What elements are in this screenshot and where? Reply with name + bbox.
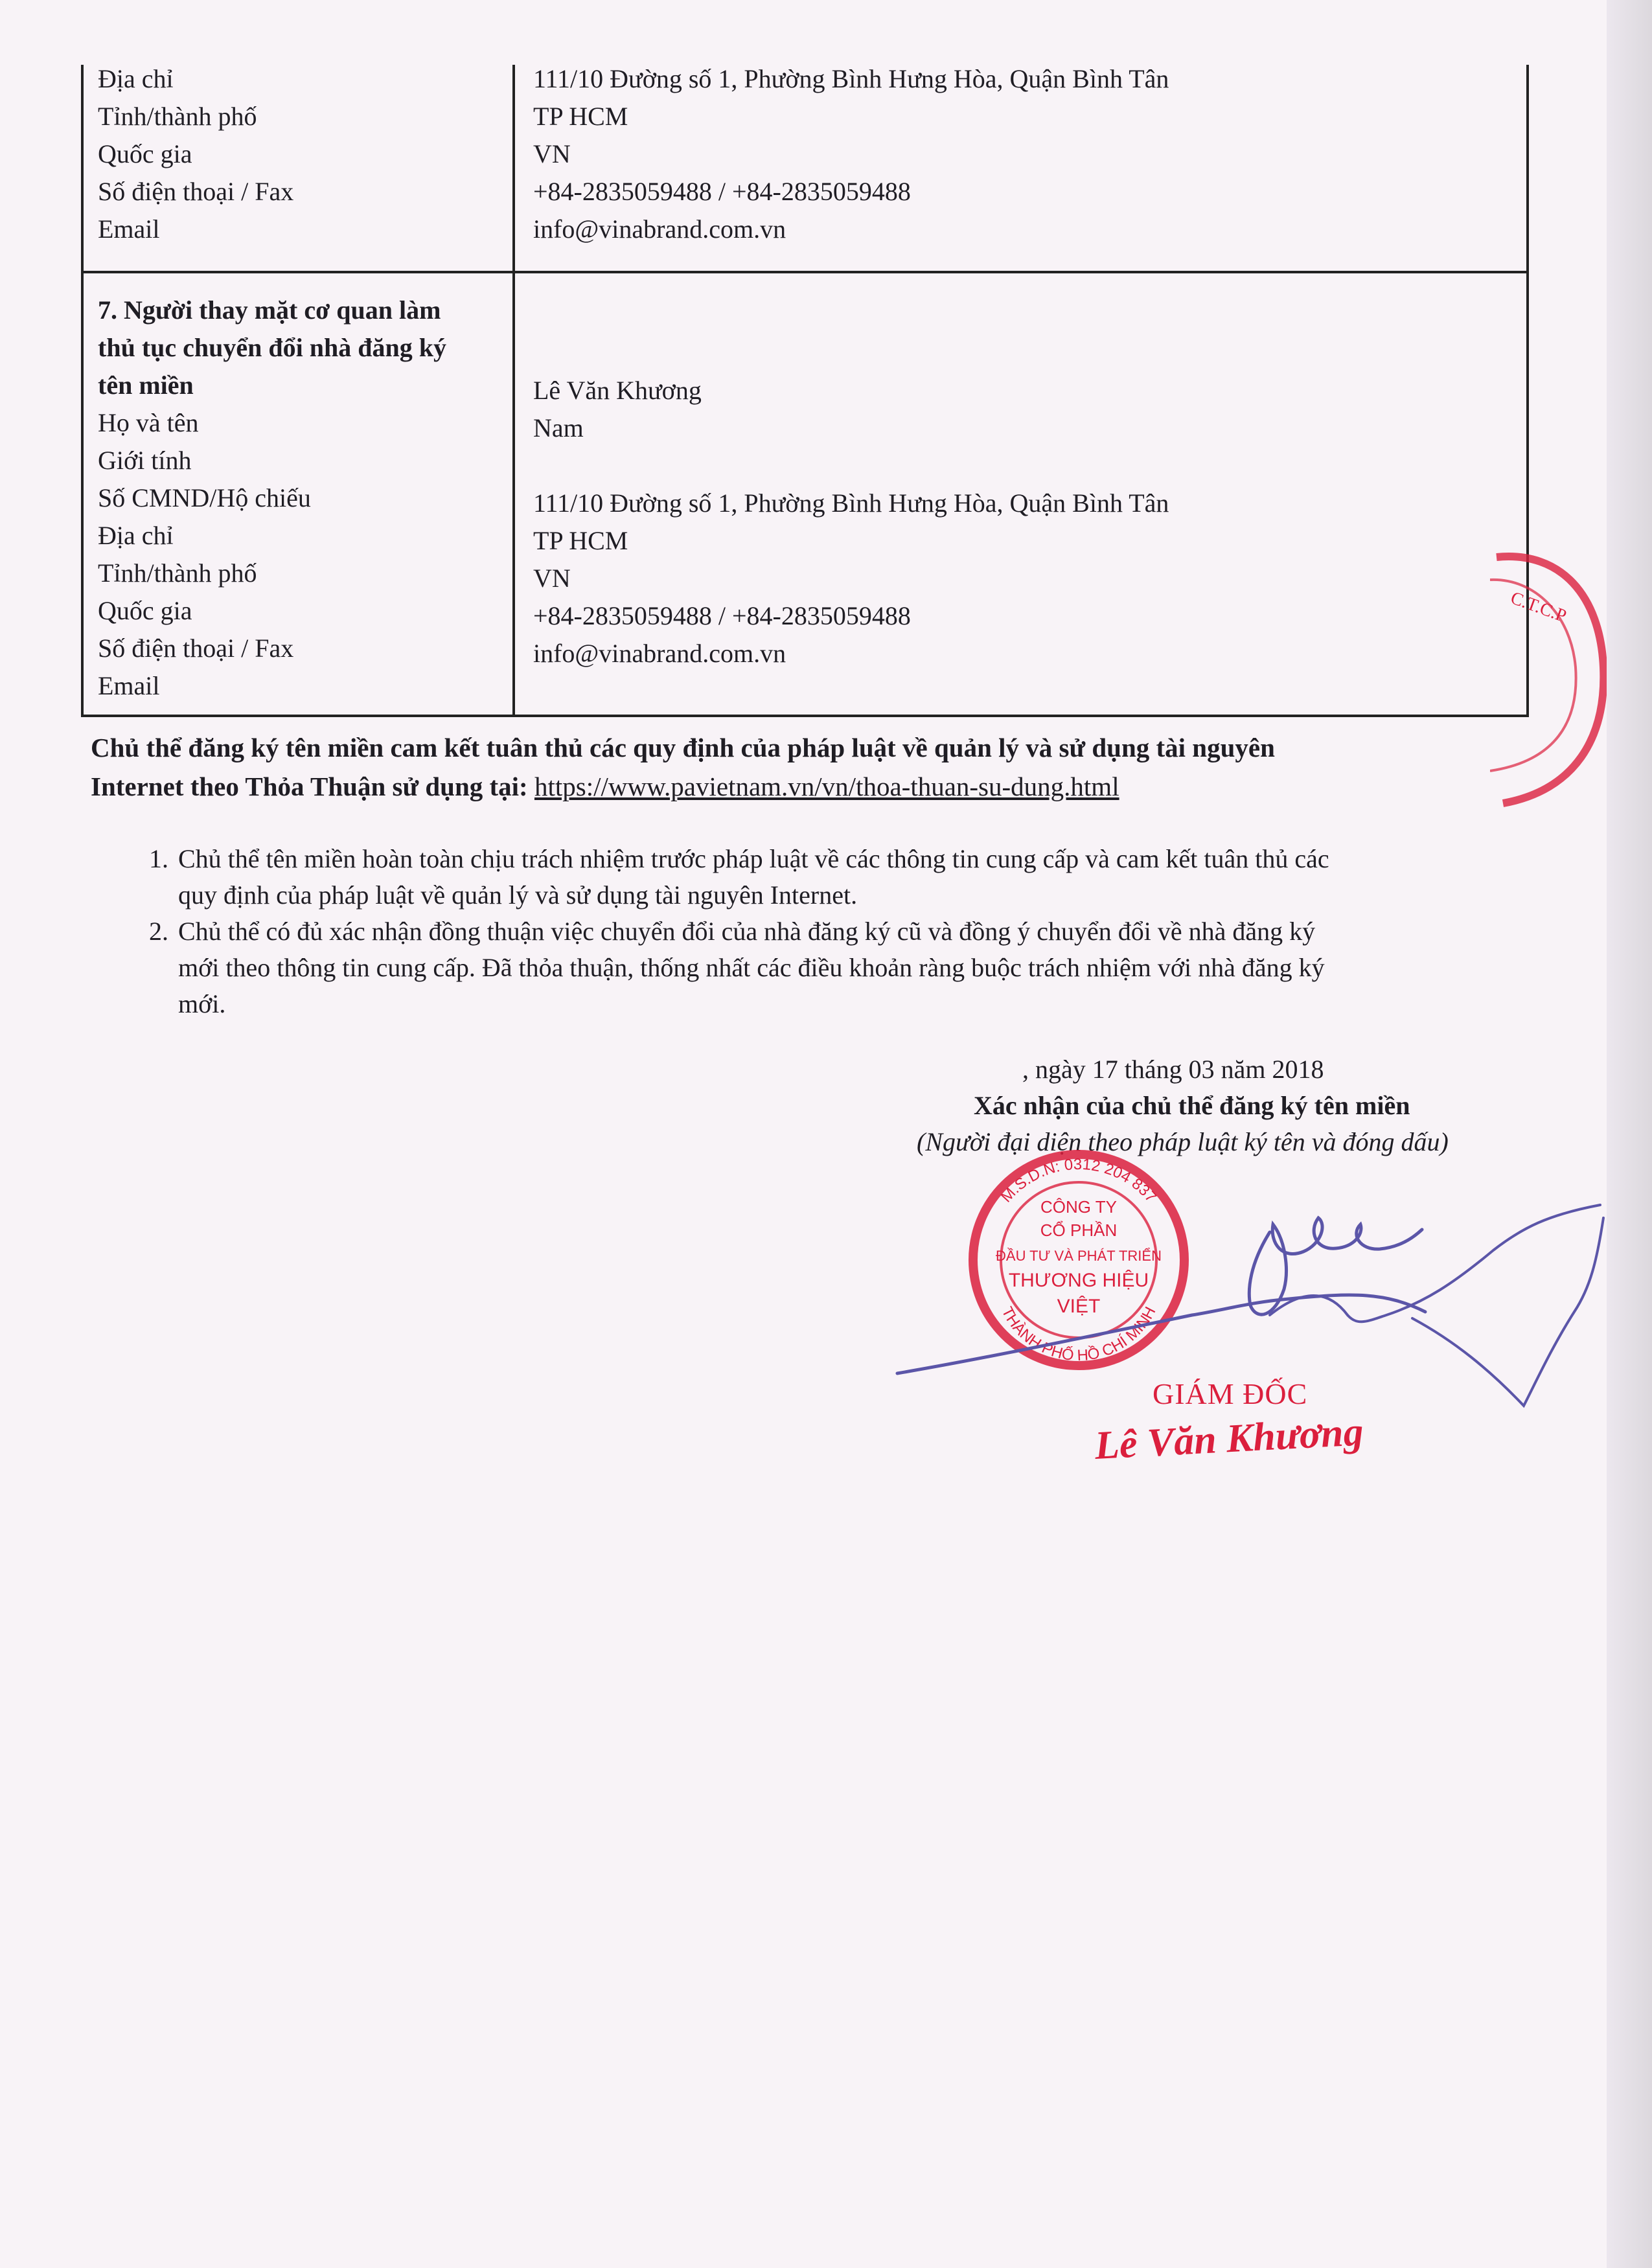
note-item-2 <box>149 913 1516 1022</box>
section-heading-line-3: tên miền <box>98 371 194 400</box>
label-address: Địa chỉ <box>98 521 174 550</box>
commitment-statement <box>91 728 1542 806</box>
label-email: Email <box>98 214 160 244</box>
commitment-line-2-prefix: Internet theo Thỏa Thuận sử dụng tại: <box>91 772 534 801</box>
page-edge-shadow <box>1607 0 1652 2268</box>
seal-ring-bottom: THÀNH PHỐ HỒ CHÍ MINH <box>998 1303 1160 1365</box>
value-country: VN <box>533 139 571 168</box>
seal-line-5: VIỆT <box>1057 1296 1101 1317</box>
seal-line-3: ĐẦU TƯ VÀ PHÁT TRIỂN <box>996 1248 1162 1264</box>
seal-line-2: CỔ PHẦN <box>1040 1220 1118 1240</box>
note-item-1 <box>149 841 1516 913</box>
value-province: TP HCM <box>533 526 628 555</box>
value-gender: Nam <box>533 413 584 442</box>
note-number: 2. <box>149 917 168 946</box>
label-gender: Giới tính <box>98 446 192 475</box>
commitment-line-1: Chủ thể đăng ký tên miền cam kết tuân thủ các quy định của pháp luật về quản lý và sử dụng tài nguyên <box>91 733 1275 762</box>
signature-note: (Người đại diện theo pháp luật ký tên và đóng dấu) <box>917 1127 1449 1156</box>
registrant-info-table <box>81 65 1529 717</box>
note-line: quy định của pháp luật về quản lý và sử dụng tài nguyên Internet. <box>178 880 858 910</box>
label-province: Tỉnh/thành phố <box>98 558 257 588</box>
side-seal-stamp <box>1490 544 1607 816</box>
value-phone-fax: +84-2835059488 / +84-2835059488 <box>533 601 911 630</box>
contact-info-row <box>84 65 1526 271</box>
value-full-name: Lê Văn Khương <box>533 376 702 405</box>
contact-info-labels <box>84 65 515 271</box>
signature-confirmation-title: Xác nhận của chủ thể đăng ký tên miền <box>974 1091 1410 1120</box>
label-full-name: Họ và tên <box>98 408 199 437</box>
note-number: 1. <box>149 844 168 873</box>
section-heading-line-1: 7. Người thay mặt cơ quan làm <box>98 295 441 325</box>
director-name: Lê Văn Khương <box>1094 1410 1365 1468</box>
director-title: GIÁM ĐỐC <box>1153 1377 1308 1410</box>
side-stamp-text: C.T.C.P <box>1508 588 1569 627</box>
agreement-link[interactable]: https://www.pavietnam.vn/vn/thoa-thuan-su-dung.html <box>534 772 1119 801</box>
label-phone-fax: Số điện thoại / Fax <box>98 634 294 663</box>
label-phone-fax: Số điện thoại / Fax <box>98 177 294 206</box>
note-text <box>178 841 1516 913</box>
contact-info-values <box>515 65 1526 271</box>
value-address: 111/10 Đường số 1, Phường Bình Hưng Hòa, Quận Bình Tân <box>533 64 1169 93</box>
representative-row <box>84 271 1526 715</box>
value-address: 111/10 Đường số 1, Phường Bình Hưng Hòa, Quận Bình Tân <box>533 488 1169 518</box>
note-line: mới theo thông tin cung cấp. Đã thỏa thuận, thống nhất các điều khoản ràng buộc trách nhiệm với nhà đăng ký <box>178 953 1325 982</box>
section-heading-line-2: thủ tục chuyển đổi nhà đăng ký <box>98 333 446 362</box>
seal-line-4: THƯƠNG HIỆU <box>1008 1270 1149 1291</box>
company-seal <box>973 1154 1184 1366</box>
note-line: Chủ thể tên miền hoàn toàn chịu trách nhiệm trước pháp luật về các thông tin cung cấp và cam kết tuân thủ các <box>178 844 1329 873</box>
representative-values <box>515 273 1526 715</box>
label-country: Quốc gia <box>98 139 192 168</box>
label-country: Quốc gia <box>98 596 192 625</box>
label-province: Tỉnh/thành phố <box>98 102 257 131</box>
note-line: mới. <box>178 989 226 1018</box>
value-country: VN <box>533 564 571 593</box>
note-text <box>178 913 1516 1022</box>
value-email: info@vinabrand.com.vn <box>533 639 786 668</box>
seal-line-1: CÔNG TY <box>1040 1197 1117 1217</box>
notes-list <box>149 841 1516 1022</box>
signature-date: , ngày 17 tháng 03 năm 2018 <box>1022 1055 1324 1084</box>
seal-ring-top: M.S.D.N: 0312 204 837 <box>997 1155 1160 1206</box>
representative-labels <box>84 273 515 715</box>
value-email: info@vinabrand.com.vn <box>533 214 786 244</box>
label-email: Email <box>98 671 160 700</box>
value-id-passport <box>533 447 1526 485</box>
value-phone-fax: +84-2835059488 / +84-2835059488 <box>533 177 911 206</box>
commitment-line-2 <box>91 767 1542 806</box>
label-address: Địa chỉ <box>98 64 174 93</box>
value-province: TP HCM <box>533 102 628 131</box>
note-line: Chủ thể có đủ xác nhận đồng thuận việc chuyển đổi của nhà đăng ký cũ và đồng ý chuyển đổi về nhà đăng ký <box>178 917 1316 946</box>
label-id-passport: Số CMND/Hộ chiếu <box>98 483 311 512</box>
